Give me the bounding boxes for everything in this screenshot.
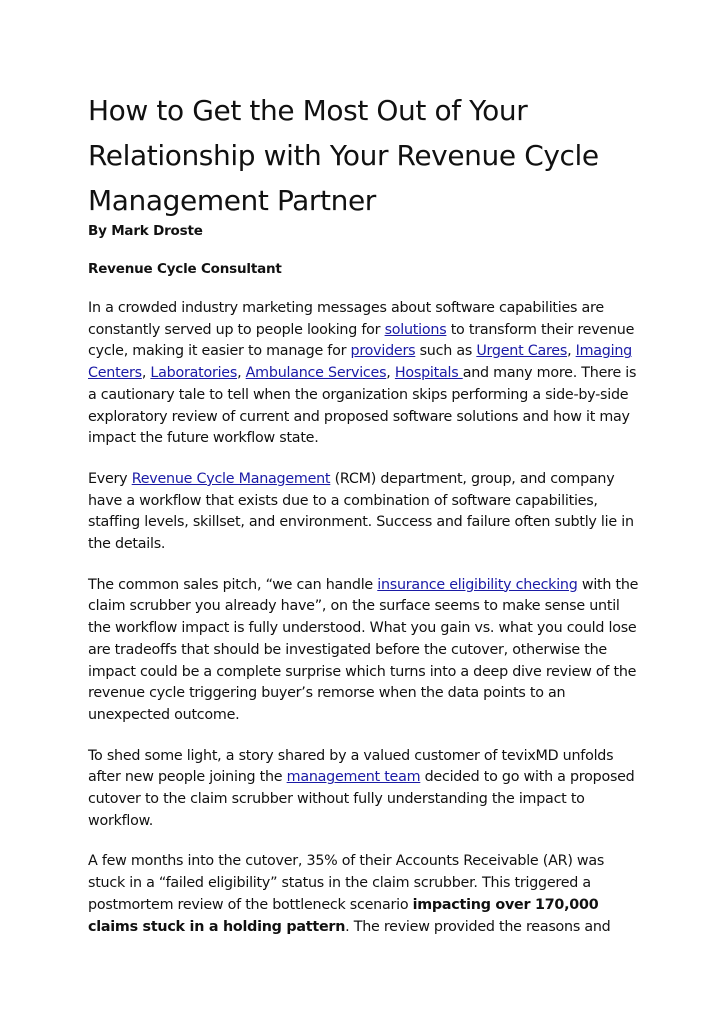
paragraph-5-text-2: . The review provided the reasons and	[345, 918, 611, 935]
paragraph-4-text-2: decided to go with a proposed cutover to the claim scrubber without fully understanding the impact to workflow.	[88, 769, 635, 829]
link-providers[interactable]: providers	[350, 343, 416, 360]
article-title: How to Get the Most Out of Your Relationship with Your Revenue Cycle Management Partner	[88, 94, 599, 217]
link-insurance-eligibility-checking[interactable]: insurance eligibility checking	[377, 576, 578, 593]
paragraph-5	[88, 851, 640, 938]
link-solutions[interactable]: solutions	[384, 321, 447, 338]
paragraph-1	[88, 298, 640, 450]
paragraph-1-text-3: such as	[415, 343, 477, 360]
separator: ,	[567, 343, 576, 360]
paragraph-4-text-1: To shed some light, a story shared by a valued customer of tevixMD unfolds after new people joining the	[88, 747, 614, 786]
author-role: Revenue Cycle Consultant	[88, 261, 282, 277]
emphasis-claims-stuck: impacting over 170,000 claims stuck in a holding pattern	[88, 896, 599, 935]
paragraph-2	[88, 469, 640, 556]
paragraph-2-text-1: Every	[88, 470, 132, 487]
paragraph-1-text-2: to transform their revenue cycle, making it easier to manage for	[88, 321, 635, 360]
link-revenue-cycle-management[interactable]: Revenue Cycle Management	[131, 470, 331, 487]
link-imaging-centers[interactable]: Imaging Centers	[88, 343, 632, 382]
paragraph-5-text-1: A few months into the cutover, 35% of their Accounts Receivable (AR) was stuck in a “failed eligibility” status in the claim scrubber. This triggered a postmortem review of the bottleneck scenario	[88, 853, 605, 913]
paragraph-3-text-1: The common sales pitch, “we can handle	[88, 576, 378, 593]
paragraph-1-text-1: In a crowded industry marketing messages about software capabilities are constantly served up to people looking for	[88, 300, 604, 338]
paragraph-3-text-2: with the claim scrubber you already have”, on the surface seems to make sense until the workflow impact is fully understood. What you gain vs. what you could lose are tradeoffs that should be investigated before the cutover, otherwise the impact could be a complete surprise which turns into a deep dive review of the revenue cycle triggering buyer’s remorse when the data points to an unexpected outcome.	[88, 576, 639, 723]
separator: ,	[386, 365, 395, 382]
link-ambulance-services[interactable]: Ambulance Services	[245, 365, 387, 382]
paragraph-4	[88, 746, 640, 833]
link-urgent-cares[interactable]: Urgent Cares	[476, 343, 568, 360]
article	[88, 88, 640, 938]
link-management-team[interactable]: management team	[286, 769, 421, 786]
link-laboratories[interactable]: Laboratories	[150, 365, 238, 382]
link-hospitals[interactable]: Hospitals	[394, 365, 463, 382]
author-byline: By Mark Droste	[88, 223, 203, 239]
separator: ,	[237, 365, 246, 382]
paragraph-3	[88, 575, 640, 727]
paragraph-1-text-4: and many more. There is a cautionary tale to tell when the organization skips performing a side-by-side exploratory review of current and proposed software solutions and how it may impact the future workflow state.	[88, 365, 637, 447]
paragraph-2-text-2: (RCM) department, group, and company have a workflow that exists due to a combination of software capabilities, staffing levels, skillset, and environment. Success and failure often subtly lie in the details.	[88, 470, 634, 553]
separator: ,	[141, 365, 151, 382]
